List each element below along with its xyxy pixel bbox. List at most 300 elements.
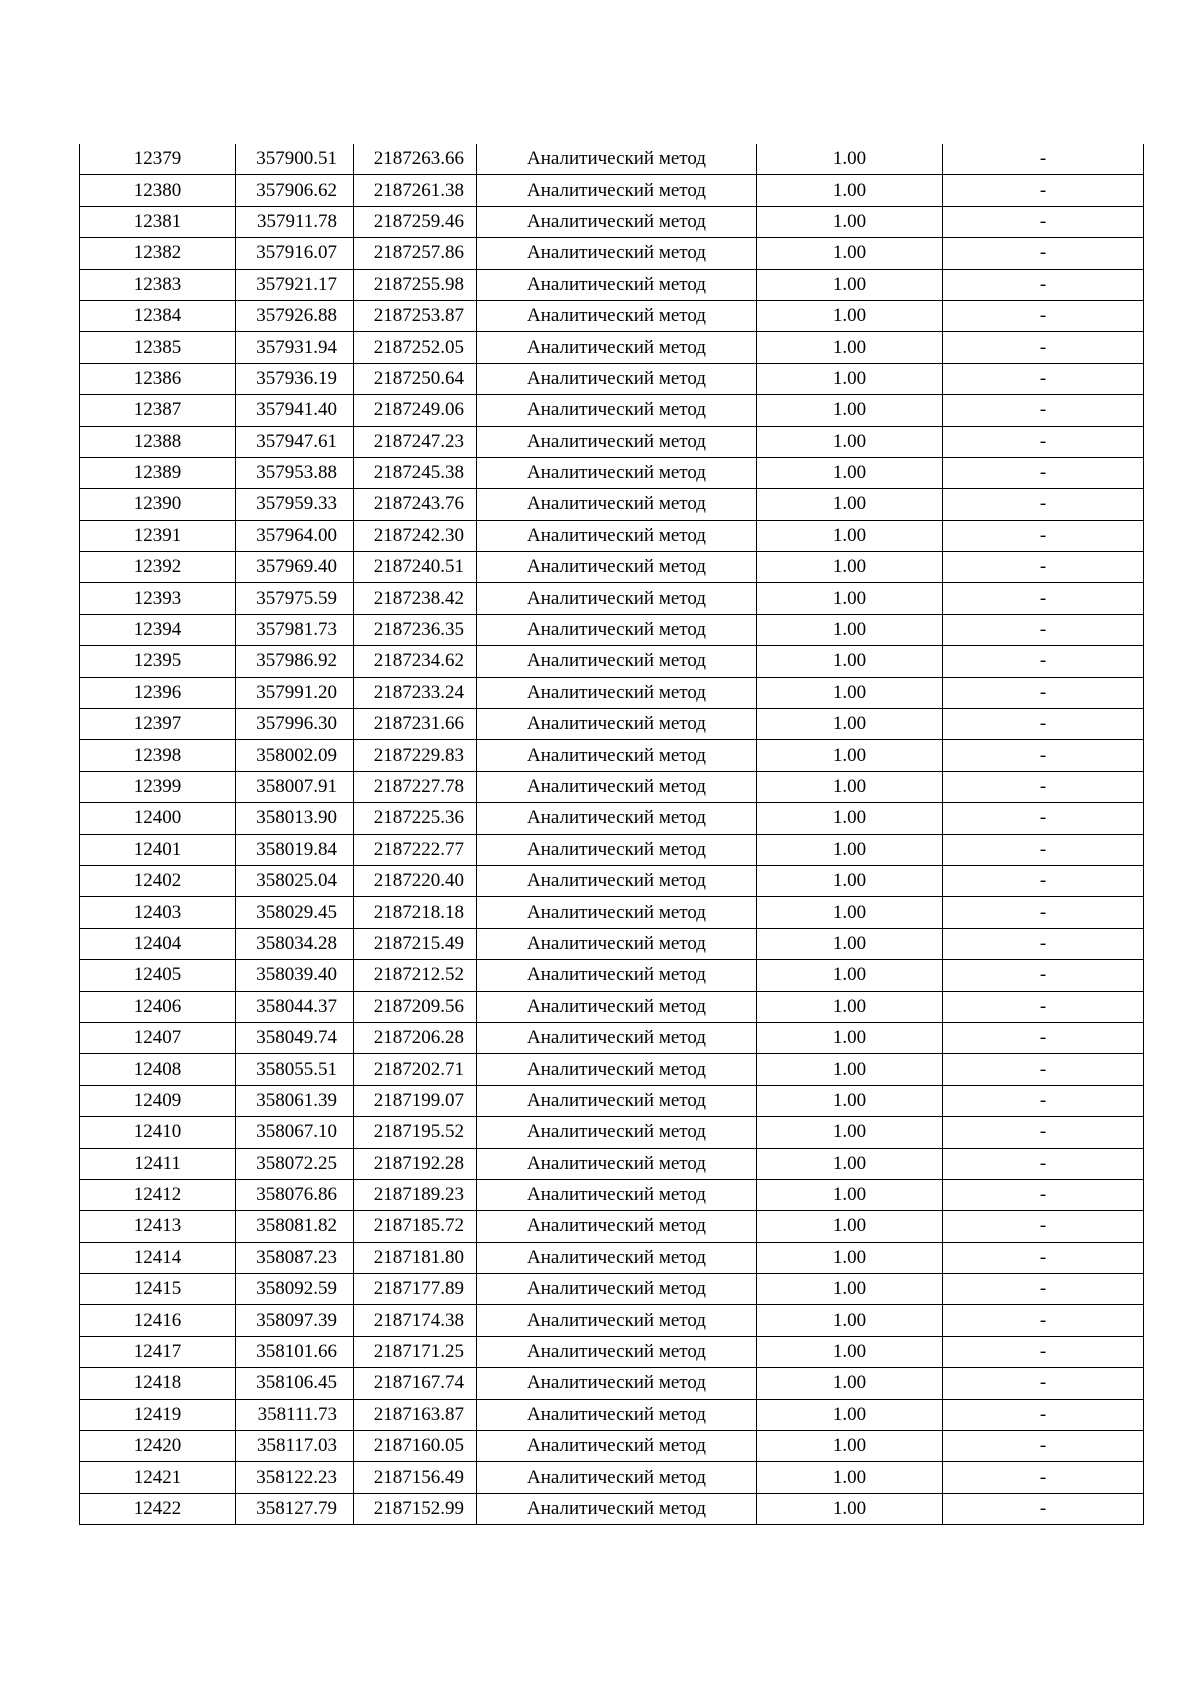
- accuracy-cell: 1.00: [757, 1022, 943, 1053]
- y-coordinate-cell: 2187222.77: [354, 834, 477, 865]
- point-number-cell: 12399: [80, 771, 236, 802]
- note-cell: -: [943, 1399, 1144, 1430]
- accuracy-cell: 1.00: [757, 928, 943, 959]
- table-row: [80, 489, 1144, 520]
- note-cell: -: [943, 960, 1144, 991]
- y-coordinate-cell: 2187192.28: [354, 1148, 477, 1179]
- x-coordinate-cell: 358034.28: [236, 928, 354, 959]
- y-coordinate-cell: 2187212.52: [354, 960, 477, 991]
- table-row: [80, 960, 1144, 991]
- x-coordinate-cell: 358087.23: [236, 1242, 354, 1273]
- accuracy-cell: 1.00: [757, 1148, 943, 1179]
- note-cell: -: [943, 520, 1144, 551]
- accuracy-cell: 1.00: [757, 740, 943, 771]
- note-cell: -: [943, 489, 1144, 520]
- table-row: [80, 269, 1144, 300]
- note-cell: -: [943, 1054, 1144, 1085]
- accuracy-cell: 1.00: [757, 1462, 943, 1493]
- method-cell: Аналитический метод: [477, 426, 757, 457]
- accuracy-cell: 1.00: [757, 332, 943, 363]
- accuracy-cell: 1.00: [757, 489, 943, 520]
- method-cell: Аналитический метод: [477, 803, 757, 834]
- x-coordinate-cell: 358067.10: [236, 1117, 354, 1148]
- y-coordinate-cell: 2187152.99: [354, 1493, 477, 1524]
- x-coordinate-cell: 358072.25: [236, 1148, 354, 1179]
- table-row: [80, 552, 1144, 583]
- point-number-cell: 12405: [80, 960, 236, 991]
- point-number-cell: 12397: [80, 709, 236, 740]
- y-coordinate-cell: 2187238.42: [354, 583, 477, 614]
- note-cell: -: [943, 363, 1144, 394]
- point-number-cell: 12404: [80, 928, 236, 959]
- x-coordinate-cell: 357947.61: [236, 426, 354, 457]
- table-row: [80, 1462, 1144, 1493]
- point-number-cell: 12421: [80, 1462, 236, 1493]
- note-cell: -: [943, 1368, 1144, 1399]
- point-number-cell: 12403: [80, 897, 236, 928]
- note-cell: -: [943, 395, 1144, 426]
- point-number-cell: 12391: [80, 520, 236, 551]
- note-cell: -: [943, 1148, 1144, 1179]
- table-row: [80, 834, 1144, 865]
- y-coordinate-cell: 2187261.38: [354, 175, 477, 206]
- method-cell: Аналитический метод: [477, 1022, 757, 1053]
- y-coordinate-cell: 2187163.87: [354, 1399, 477, 1430]
- y-coordinate-cell: 2187250.64: [354, 363, 477, 394]
- point-number-cell: 12422: [80, 1493, 236, 1524]
- y-coordinate-cell: 2187215.49: [354, 928, 477, 959]
- point-number-cell: 12381: [80, 206, 236, 237]
- point-number-cell: 12389: [80, 457, 236, 488]
- method-cell: Аналитический метод: [477, 771, 757, 802]
- y-coordinate-cell: 2187227.78: [354, 771, 477, 802]
- accuracy-cell: 1.00: [757, 709, 943, 740]
- method-cell: Аналитический метод: [477, 1368, 757, 1399]
- x-coordinate-cell: 358111.73: [236, 1399, 354, 1430]
- table-row: [80, 740, 1144, 771]
- method-cell: Аналитический метод: [477, 300, 757, 331]
- note-cell: -: [943, 269, 1144, 300]
- note-cell: -: [943, 457, 1144, 488]
- point-number-cell: 12415: [80, 1274, 236, 1305]
- x-coordinate-cell: 357911.78: [236, 206, 354, 237]
- point-number-cell: 12412: [80, 1179, 236, 1210]
- table-row: [80, 897, 1144, 928]
- accuracy-cell: 1.00: [757, 834, 943, 865]
- y-coordinate-cell: 2187263.66: [354, 144, 477, 175]
- x-coordinate-cell: 357900.51: [236, 144, 354, 175]
- table-row: [80, 583, 1144, 614]
- point-number-cell: 12387: [80, 395, 236, 426]
- method-cell: Аналитический метод: [477, 740, 757, 771]
- point-number-cell: 12417: [80, 1336, 236, 1367]
- y-coordinate-cell: 2187243.76: [354, 489, 477, 520]
- method-cell: Аналитический метод: [477, 677, 757, 708]
- x-coordinate-cell: 358092.59: [236, 1274, 354, 1305]
- x-coordinate-cell: 357969.40: [236, 552, 354, 583]
- y-coordinate-cell: 2187229.83: [354, 740, 477, 771]
- method-cell: Аналитический метод: [477, 1242, 757, 1273]
- method-cell: Аналитический метод: [477, 332, 757, 363]
- x-coordinate-cell: 357916.07: [236, 238, 354, 269]
- point-number-cell: 12414: [80, 1242, 236, 1273]
- point-number-cell: 12410: [80, 1117, 236, 1148]
- table-row: [80, 1211, 1144, 1242]
- table-row: [80, 928, 1144, 959]
- x-coordinate-cell: 358076.86: [236, 1179, 354, 1210]
- accuracy-cell: 1.00: [757, 771, 943, 802]
- note-cell: -: [943, 583, 1144, 614]
- table-row: [80, 332, 1144, 363]
- method-cell: Аналитический метод: [477, 865, 757, 896]
- note-cell: -: [943, 1274, 1144, 1305]
- table-row: [80, 991, 1144, 1022]
- x-coordinate-cell: 358019.84: [236, 834, 354, 865]
- note-cell: -: [943, 991, 1144, 1022]
- x-coordinate-cell: 357975.59: [236, 583, 354, 614]
- point-number-cell: 12382: [80, 238, 236, 269]
- note-cell: -: [943, 1336, 1144, 1367]
- point-number-cell: 12420: [80, 1431, 236, 1462]
- y-coordinate-cell: 2187247.23: [354, 426, 477, 457]
- y-coordinate-cell: 2187160.05: [354, 1431, 477, 1462]
- x-coordinate-cell: 358007.91: [236, 771, 354, 802]
- accuracy-cell: 1.00: [757, 1242, 943, 1273]
- note-cell: -: [943, 1242, 1144, 1273]
- method-cell: Аналитический метод: [477, 269, 757, 300]
- method-cell: Аналитический метод: [477, 1054, 757, 1085]
- x-coordinate-cell: 358122.23: [236, 1462, 354, 1493]
- accuracy-cell: 1.00: [757, 300, 943, 331]
- point-number-cell: 12408: [80, 1054, 236, 1085]
- x-coordinate-cell: 357959.33: [236, 489, 354, 520]
- table-row: [80, 175, 1144, 206]
- method-cell: Аналитический метод: [477, 1148, 757, 1179]
- y-coordinate-cell: 2187233.24: [354, 677, 477, 708]
- point-number-cell: 12392: [80, 552, 236, 583]
- accuracy-cell: 1.00: [757, 1117, 943, 1148]
- y-coordinate-cell: 2187218.18: [354, 897, 477, 928]
- note-cell: -: [943, 677, 1144, 708]
- table-row: [80, 520, 1144, 551]
- y-coordinate-cell: 2187185.72: [354, 1211, 477, 1242]
- point-number-cell: 12396: [80, 677, 236, 708]
- y-coordinate-cell: 2187202.71: [354, 1054, 477, 1085]
- x-coordinate-cell: 358025.04: [236, 865, 354, 896]
- x-coordinate-cell: 357953.88: [236, 457, 354, 488]
- note-cell: -: [943, 803, 1144, 834]
- table-row: [80, 614, 1144, 645]
- y-coordinate-cell: 2187240.51: [354, 552, 477, 583]
- y-coordinate-cell: 2187199.07: [354, 1085, 477, 1116]
- point-number-cell: 12388: [80, 426, 236, 457]
- accuracy-cell: 1.00: [757, 363, 943, 394]
- method-cell: Аналитический метод: [477, 206, 757, 237]
- note-cell: -: [943, 1305, 1144, 1336]
- accuracy-cell: 1.00: [757, 1054, 943, 1085]
- y-coordinate-cell: 2187259.46: [354, 206, 477, 237]
- table-row: [80, 300, 1144, 331]
- point-number-cell: 12393: [80, 583, 236, 614]
- x-coordinate-cell: 358029.45: [236, 897, 354, 928]
- note-cell: -: [943, 1117, 1144, 1148]
- method-cell: Аналитический метод: [477, 1431, 757, 1462]
- accuracy-cell: 1.00: [757, 583, 943, 614]
- y-coordinate-cell: 2187181.80: [354, 1242, 477, 1273]
- x-coordinate-cell: 357986.92: [236, 646, 354, 677]
- table-body: [80, 144, 1144, 1525]
- method-cell: Аналитический метод: [477, 489, 757, 520]
- y-coordinate-cell: 2187236.35: [354, 614, 477, 645]
- table-row: [80, 677, 1144, 708]
- x-coordinate-cell: 357936.19: [236, 363, 354, 394]
- method-cell: Аналитический метод: [477, 552, 757, 583]
- table-row: [80, 457, 1144, 488]
- accuracy-cell: 1.00: [757, 175, 943, 206]
- x-coordinate-cell: 357926.88: [236, 300, 354, 331]
- method-cell: Аналитический метод: [477, 1179, 757, 1210]
- accuracy-cell: 1.00: [757, 1211, 943, 1242]
- y-coordinate-cell: 2187167.74: [354, 1368, 477, 1399]
- note-cell: -: [943, 834, 1144, 865]
- method-cell: Аналитический метод: [477, 1085, 757, 1116]
- note-cell: -: [943, 1211, 1144, 1242]
- method-cell: Аналитический метод: [477, 363, 757, 394]
- table-row: [80, 426, 1144, 457]
- note-cell: -: [943, 300, 1144, 331]
- method-cell: Аналитический метод: [477, 1336, 757, 1367]
- method-cell: Аналитический метод: [477, 238, 757, 269]
- x-coordinate-cell: 357981.73: [236, 614, 354, 645]
- method-cell: Аналитический метод: [477, 144, 757, 175]
- y-coordinate-cell: 2187231.66: [354, 709, 477, 740]
- accuracy-cell: 1.00: [757, 677, 943, 708]
- table-row: [80, 1305, 1144, 1336]
- point-number-cell: 12418: [80, 1368, 236, 1399]
- note-cell: -: [943, 1179, 1144, 1210]
- table-row: [80, 803, 1144, 834]
- y-coordinate-cell: 2187252.05: [354, 332, 477, 363]
- x-coordinate-cell: 357906.62: [236, 175, 354, 206]
- point-number-cell: 12406: [80, 991, 236, 1022]
- x-coordinate-cell: 358013.90: [236, 803, 354, 834]
- method-cell: Аналитический метод: [477, 1211, 757, 1242]
- method-cell: Аналитический метод: [477, 614, 757, 645]
- x-coordinate-cell: 358061.39: [236, 1085, 354, 1116]
- point-number-cell: 12419: [80, 1399, 236, 1430]
- point-number-cell: 12416: [80, 1305, 236, 1336]
- y-coordinate-cell: 2187195.52: [354, 1117, 477, 1148]
- y-coordinate-cell: 2187249.06: [354, 395, 477, 426]
- accuracy-cell: 1.00: [757, 646, 943, 677]
- accuracy-cell: 1.00: [757, 960, 943, 991]
- y-coordinate-cell: 2187225.36: [354, 803, 477, 834]
- accuracy-cell: 1.00: [757, 614, 943, 645]
- method-cell: Аналитический метод: [477, 834, 757, 865]
- y-coordinate-cell: 2187257.86: [354, 238, 477, 269]
- method-cell: Аналитический метод: [477, 991, 757, 1022]
- x-coordinate-cell: 358049.74: [236, 1022, 354, 1053]
- note-cell: -: [943, 238, 1144, 269]
- accuracy-cell: 1.00: [757, 269, 943, 300]
- point-number-cell: 12409: [80, 1085, 236, 1116]
- method-cell: Аналитический метод: [477, 457, 757, 488]
- coordinates-table: [79, 144, 1144, 1525]
- table-row: [80, 1493, 1144, 1524]
- x-coordinate-cell: 358039.40: [236, 960, 354, 991]
- point-number-cell: 12386: [80, 363, 236, 394]
- note-cell: -: [943, 646, 1144, 677]
- point-number-cell: 12401: [80, 834, 236, 865]
- table-row: [80, 1274, 1144, 1305]
- table-row: [80, 1022, 1144, 1053]
- method-cell: Аналитический метод: [477, 1399, 757, 1430]
- method-cell: Аналитический метод: [477, 1305, 757, 1336]
- accuracy-cell: 1.00: [757, 1336, 943, 1367]
- accuracy-cell: 1.00: [757, 1179, 943, 1210]
- method-cell: Аналитический метод: [477, 897, 757, 928]
- x-coordinate-cell: 358127.79: [236, 1493, 354, 1524]
- table-row: [80, 709, 1144, 740]
- table-row: [80, 395, 1144, 426]
- y-coordinate-cell: 2187209.56: [354, 991, 477, 1022]
- note-cell: -: [943, 928, 1144, 959]
- x-coordinate-cell: 357996.30: [236, 709, 354, 740]
- table-row: [80, 206, 1144, 237]
- point-number-cell: 12383: [80, 269, 236, 300]
- method-cell: Аналитический метод: [477, 646, 757, 677]
- note-cell: -: [943, 1085, 1144, 1116]
- y-coordinate-cell: 2187255.98: [354, 269, 477, 300]
- y-coordinate-cell: 2187245.38: [354, 457, 477, 488]
- point-number-cell: 12394: [80, 614, 236, 645]
- note-cell: -: [943, 897, 1144, 928]
- method-cell: Аналитический метод: [477, 1462, 757, 1493]
- accuracy-cell: 1.00: [757, 426, 943, 457]
- accuracy-cell: 1.00: [757, 206, 943, 237]
- accuracy-cell: 1.00: [757, 1399, 943, 1430]
- point-number-cell: 12395: [80, 646, 236, 677]
- method-cell: Аналитический метод: [477, 960, 757, 991]
- x-coordinate-cell: 358055.51: [236, 1054, 354, 1085]
- point-number-cell: 12413: [80, 1211, 236, 1242]
- x-coordinate-cell: 357991.20: [236, 677, 354, 708]
- method-cell: Аналитический метод: [477, 520, 757, 551]
- note-cell: -: [943, 865, 1144, 896]
- point-number-cell: 12402: [80, 865, 236, 896]
- accuracy-cell: 1.00: [757, 1274, 943, 1305]
- method-cell: Аналитический метод: [477, 175, 757, 206]
- note-cell: -: [943, 175, 1144, 206]
- point-number-cell: 12407: [80, 1022, 236, 1053]
- y-coordinate-cell: 2187253.87: [354, 300, 477, 331]
- table-row: [80, 1117, 1144, 1148]
- point-number-cell: 12385: [80, 332, 236, 363]
- accuracy-cell: 1.00: [757, 457, 943, 488]
- accuracy-cell: 1.00: [757, 1431, 943, 1462]
- table-row: [80, 144, 1144, 175]
- y-coordinate-cell: 2187171.25: [354, 1336, 477, 1367]
- note-cell: -: [943, 552, 1144, 583]
- note-cell: -: [943, 426, 1144, 457]
- accuracy-cell: 1.00: [757, 1085, 943, 1116]
- y-coordinate-cell: 2187206.28: [354, 1022, 477, 1053]
- y-coordinate-cell: 2187177.89: [354, 1274, 477, 1305]
- x-coordinate-cell: 358081.82: [236, 1211, 354, 1242]
- table-row: [80, 1085, 1144, 1116]
- x-coordinate-cell: 357941.40: [236, 395, 354, 426]
- table-row: [80, 1431, 1144, 1462]
- point-number-cell: 12384: [80, 300, 236, 331]
- x-coordinate-cell: 358101.66: [236, 1336, 354, 1367]
- table-row: [80, 363, 1144, 394]
- note-cell: -: [943, 1493, 1144, 1524]
- x-coordinate-cell: 357921.17: [236, 269, 354, 300]
- table-row: [80, 1148, 1144, 1179]
- accuracy-cell: 1.00: [757, 238, 943, 269]
- x-coordinate-cell: 358117.03: [236, 1431, 354, 1462]
- x-coordinate-cell: 358097.39: [236, 1305, 354, 1336]
- note-cell: -: [943, 1022, 1144, 1053]
- x-coordinate-cell: 357964.00: [236, 520, 354, 551]
- note-cell: -: [943, 1431, 1144, 1462]
- accuracy-cell: 1.00: [757, 520, 943, 551]
- table-row: [80, 1336, 1144, 1367]
- y-coordinate-cell: 2187220.40: [354, 865, 477, 896]
- accuracy-cell: 1.00: [757, 144, 943, 175]
- point-number-cell: 12398: [80, 740, 236, 771]
- x-coordinate-cell: 358002.09: [236, 740, 354, 771]
- point-number-cell: 12380: [80, 175, 236, 206]
- method-cell: Аналитический метод: [477, 1493, 757, 1524]
- accuracy-cell: 1.00: [757, 1493, 943, 1524]
- table-row: [80, 1179, 1144, 1210]
- note-cell: -: [943, 144, 1144, 175]
- table-row: [80, 771, 1144, 802]
- point-number-cell: 12379: [80, 144, 236, 175]
- note-cell: -: [943, 740, 1144, 771]
- table-row: [80, 1368, 1144, 1399]
- table-row: [80, 238, 1144, 269]
- accuracy-cell: 1.00: [757, 897, 943, 928]
- y-coordinate-cell: 2187174.38: [354, 1305, 477, 1336]
- y-coordinate-cell: 2187189.23: [354, 1179, 477, 1210]
- x-coordinate-cell: 358044.37: [236, 991, 354, 1022]
- table-row: [80, 865, 1144, 896]
- y-coordinate-cell: 2187242.30: [354, 520, 477, 551]
- table-row: [80, 646, 1144, 677]
- note-cell: -: [943, 206, 1144, 237]
- method-cell: Аналитический метод: [477, 395, 757, 426]
- method-cell: Аналитический метод: [477, 1274, 757, 1305]
- point-number-cell: 12400: [80, 803, 236, 834]
- accuracy-cell: 1.00: [757, 1368, 943, 1399]
- method-cell: Аналитический метод: [477, 928, 757, 959]
- accuracy-cell: 1.00: [757, 991, 943, 1022]
- accuracy-cell: 1.00: [757, 1305, 943, 1336]
- method-cell: Аналитический метод: [477, 709, 757, 740]
- note-cell: -: [943, 1462, 1144, 1493]
- note-cell: -: [943, 709, 1144, 740]
- x-coordinate-cell: 357931.94: [236, 332, 354, 363]
- method-cell: Аналитический метод: [477, 583, 757, 614]
- note-cell: -: [943, 771, 1144, 802]
- y-coordinate-cell: 2187156.49: [354, 1462, 477, 1493]
- x-coordinate-cell: 358106.45: [236, 1368, 354, 1399]
- table-row: [80, 1054, 1144, 1085]
- accuracy-cell: 1.00: [757, 803, 943, 834]
- note-cell: -: [943, 614, 1144, 645]
